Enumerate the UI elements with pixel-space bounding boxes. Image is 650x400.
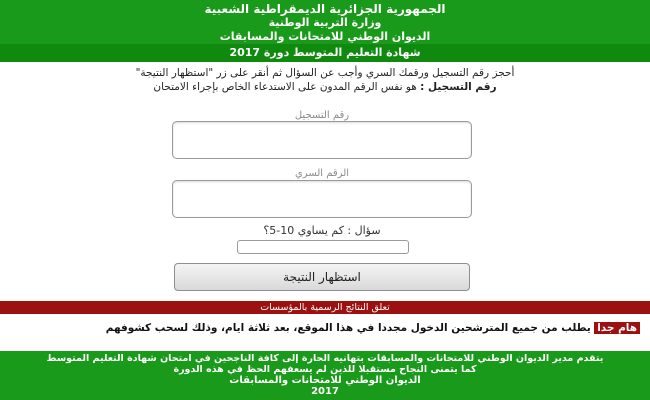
instruction-text: أحجز رقم التسجيل ورقمك السري وأجب عن السؤال ثم أنقر على زر "استظهار النتيجة" (135, 67, 515, 79)
registration-number-input[interactable] (172, 121, 472, 159)
secret-number-label: الرقم السري (294, 168, 350, 179)
exam-title-bar: شهادة التعليم المتوسط دورة 2017 (0, 44, 650, 62)
footer-year: 2017 (311, 386, 339, 397)
secret-number-input[interactable] (172, 180, 472, 218)
official-results-notice: تعلق النتائج الرسمية بالمؤسسات (0, 301, 650, 314)
urgent-badge: هام جدا (594, 322, 640, 334)
show-result-button[interactable]: استظهار النتيجة (174, 263, 470, 291)
page-footer (0, 351, 650, 400)
urgent-text: يطلب من جميع المترشحين الدخول مجددا في هذا الموقع، بعد ثلاثة ايام، وذلك لسحب كشوفهم (105, 322, 591, 334)
urgent-notice (10, 320, 640, 336)
office-title: الديوان الوطني للامتحانات والمسابقات (219, 30, 431, 43)
instructions (0, 66, 650, 94)
republic-title: الجمهورية الجزائرية الديمقراطية الشعبية (204, 2, 446, 16)
captcha-answer-input[interactable] (237, 240, 409, 254)
footer-office: الديوان الوطني للامتحانات والمسابقات (229, 375, 421, 386)
registration-note-label: رقم التسجيل : (420, 81, 497, 93)
registration-number-label: رقم التسجيل (294, 110, 350, 121)
registration-note-text: هو نفس الرقم المدون على الاستدعاء الخاص بإجراء الامتحان (153, 81, 417, 93)
footer-wishes: كما يتمنى النجاح مستقبلا للذين لم يسعفهم الحظ في هذه الدورة (173, 364, 477, 375)
ministry-title: وزارة التربية الوطنية (268, 16, 382, 29)
footer-congrats: يتقدم مدير الديوان الوطني للامتحانات والمسابقات بتهانيه الحارة إلى كافة الناجحين في امتحان شهادة التعليم المتوسط (46, 353, 604, 364)
registration-note (0, 80, 650, 94)
captcha-question: سؤال : كم يساوي 10-5؟ (263, 224, 381, 237)
